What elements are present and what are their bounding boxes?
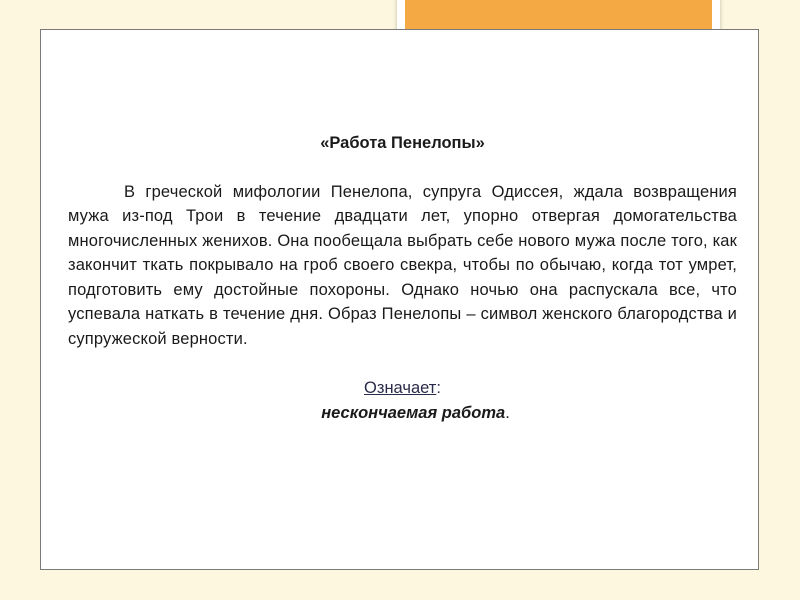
content-frame — [40, 29, 759, 570]
meaning-label-colon: : — [436, 379, 441, 397]
meaning-value: нескончаемая работа — [321, 403, 506, 422]
meaning-value-line — [68, 401, 737, 426]
text-area — [68, 131, 737, 425]
meaning-value-period: . — [505, 403, 510, 422]
meaning-label-line — [68, 376, 737, 401]
slide-body-paragraph: В греческой мифологии Пенелопа, супруга Одиссея, ждала возвращения мужа из-под Трои в течение двадцати лет, упорно отвергая домогательства многочисленных женихов. Она пообещала выбрать себе нового мужа после того, как закончит ткать покрывало на гроб своего свекра, чтобы по обычаю, когда тот умрет, подготовить ему достойные похороны. Однако ночью она распускала все, что успевала наткать в течение дня. Образ Пенелопы – символ женского благородства и супружеской верности. — [68, 182, 737, 348]
slide-title: «Работа Пенелопы» — [320, 134, 485, 152]
meaning-label: Означает — [364, 379, 437, 397]
